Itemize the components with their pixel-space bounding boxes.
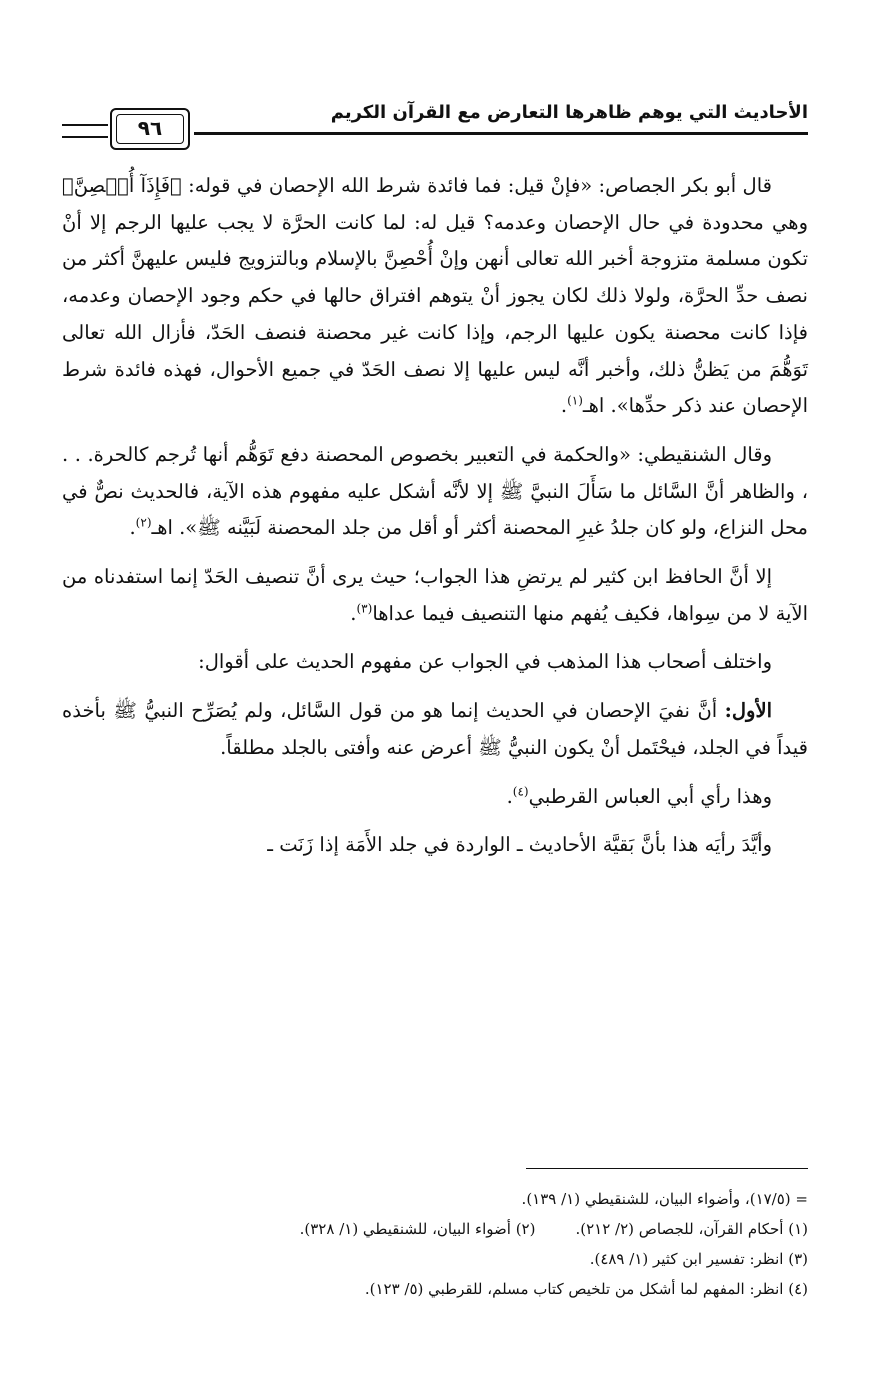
paragraph-qurtubi: وهذا رأي أبي العباس القرطبي$^{(٤)}$.	[506, 784, 772, 808]
footnote-2: (٢) أضواء البيان، للشنقيطي (١/ ٣٢٨).	[299, 1220, 536, 1238]
footnote-ref: (٢)	[135, 515, 152, 530]
paragraph-shanqiti: وقال الشنقيطي: «والحكمة في التعبير بخصوص المحصنة دفع تَوَهُّم أنها تُرجم كالحرة. . . ، والظاهر أنَّ السَّائل ما سَأَلَ النبيَّ ﷺ إلا لأنَّه أشكل عليه مفهوم هذه الآية، فالحديث نصٌّ في محل النزاع، ولو كان جلدُ غيرِ المحصنة أكثر أو أقل من جلد المحصنة لَبَيَّنه ﷺ». اهـ$^{(٢)}$.	[62, 442, 808, 540]
page-number: ٩٦	[137, 116, 163, 140]
page-number-frame	[110, 108, 190, 150]
footnote-row	[62, 1214, 808, 1244]
paragraph-support	[62, 827, 808, 864]
footnote-separator	[526, 1168, 808, 1169]
paragraph-text: قال أبو بكر الجصاص: «فإنْ قيل: فما فائدة شرط الله الإحصان في قوله: ﴿فَإِذَآ أُحۡصِنَّ﴾ وهي محدودة في حال الإحصان وعدمه؟ قيل له: لما كانت الحرَّة لا يجب عليها الرجم إلا أنْ تكون مسلمة متزوجة أخبر الله تعالى أنهن وإنْ أُحْصِنَّ بالإسلام وبالتزويج فليس عليهنَّ أكثر من نصف حدِّ الحرَّة، ولولا ذلك لكان يجوز أنْ يتوهم افتراق حالها في حكم وجود الإحصان وعدمه، فإذا كانت محصنة يكون عليها الرجم، وإذا كانت غير محصنة فنصف الحَدّ، فأزال الله تعالى تَوَهُّمَ من يَظنُّ ذلك، وأخبر أنَّه ليس عليها إلا نصف الحَدّ في جميع الأحوال، فهذه فائدة شرط الإحصان عند ذكر حدِّها». اهـ	[62, 174, 808, 418]
running-header	[62, 96, 808, 152]
footnote-ref: (٣)	[356, 601, 373, 616]
footnote-3: (٣) انظر: تفسير ابن كثير (١/ ٤٨٩).	[589, 1250, 808, 1268]
paragraph-text: وهذا رأي أبي العباس القرطبي	[528, 784, 772, 808]
footnotes	[62, 1184, 808, 1304]
paragraph-jassas: قال أبو بكر الجصاص: «فإنْ قيل: فما فائدة شرط الله الإحصان في قوله: ﴿فَإِذَآ أُحۡصِنَّ﴾ وهي محدودة في حال الإحصان وعدمه؟ قيل له: لما كانت الحرَّة لا يجب عليها الرجم إلا أنْ تكون مسلمة متزوجة أخبر الله تعالى أنهن وإنْ أُحْصِنَّ بالإسلام وبالتزويج فليس عليهنَّ أكثر من نصف حدِّ الحرَّة، ولولا ذلك لكان يجوز أنْ يتوهم افتراق حالها في حكم وجود الإحصان وعدمه، فإذا كانت محصنة يكون عليها الرجم، وإذا كانت غير محصنة فنصف الحَدّ، فأزال الله تعالى تَوَهُّمَ من يَظنُّ ذلك، وأخبر أنَّه ليس عليها إلا نصف الحَدّ في جميع الأحوال، فهذه فائدة شرط الإحصان عند ذكر حدِّها». اهـ$^{(١)}$.	[62, 174, 808, 418]
header-rule	[194, 132, 808, 135]
main-text	[62, 168, 808, 876]
header-rule-double	[62, 124, 108, 138]
paragraph-text: وأيَّدَ رأيَه هذا بأنَّ بَقيَّة الأحاديث ـ الواردة في جلد الأَمَة إذا زَنَت ـ	[267, 833, 772, 857]
running-header-title: الأحاديث التي يوهم ظاهرها التعارض مع القرآن الكريم	[330, 102, 808, 123]
paragraph-text: وقال الشنقيطي: «والحكمة في التعبير بخصوص المحصنة دفع تَوَهُّم أنها تُرجم كالحرة. . . ، والظاهر أنَّ السَّائل ما سَأَلَ النبيَّ ﷺ إلا لأنَّه أشكل عليه مفهوم هذه الآية، فالحديث نصٌّ في محل النزاع، ولو كان جلدُ غيرِ المحصنة أكثر أو أقل من جلد المحصنة لَبَيَّنه ﷺ». اهـ	[62, 442, 808, 540]
paragraph-first-opinion	[62, 693, 808, 766]
footnote-ref: (١)	[567, 393, 583, 408]
footnote-continued: = (١٧/٥)، وأضواء البيان، للشنقيطي (١/ ١٣٩).	[521, 1190, 808, 1208]
footnote-4: (٤) انظر: المفهم لما أشكل من تلخيص كتاب مسلم، للقرطبي (٥/ ١٢٣).	[364, 1280, 808, 1298]
opinion-label: الأول:	[724, 699, 772, 723]
paragraph-text: أنَّ نفيَ الإحصان في الحديث إنما هو من قول السَّائل، ولم يُصَرِّح النبيُّ ﷺ بأخذه قيداً في الجلد، فيحْتَمل أنْ يكون النبيُّ ﷺ أعرض عنه وأفتى بالجلد مطلقاً.	[62, 699, 808, 759]
footnote-1: (١) أحكام القرآن، للجصاص (٢/ ٢١٢).	[575, 1220, 808, 1238]
paragraph-ibn-kathir: إلا أنَّ الحافظ ابن كثير لم يرتضِ هذا الجواب؛ حيث يرى أنَّ تنصيف الحَدّ إنما استفدناه من الآية لا من سِواها، فكيف يُفهم منها التنصيف فيما عداها$^{(٣)}$.	[62, 565, 808, 625]
paragraph-text: واختلف أصحاب هذا المذهب في الجواب عن مفهوم الحديث على أقوال:	[198, 650, 772, 674]
footnote-ref: (٤)	[512, 784, 529, 799]
paragraph-opinions	[62, 644, 808, 681]
paragraph-text: إلا أنَّ الحافظ ابن كثير لم يرتضِ هذا الجواب؛ حيث يرى أنَّ تنصيف الحَدّ إنما استفدناه من الآية لا من سِواها، فكيف يُفهم منها التنصيف فيما عداها	[62, 565, 808, 625]
